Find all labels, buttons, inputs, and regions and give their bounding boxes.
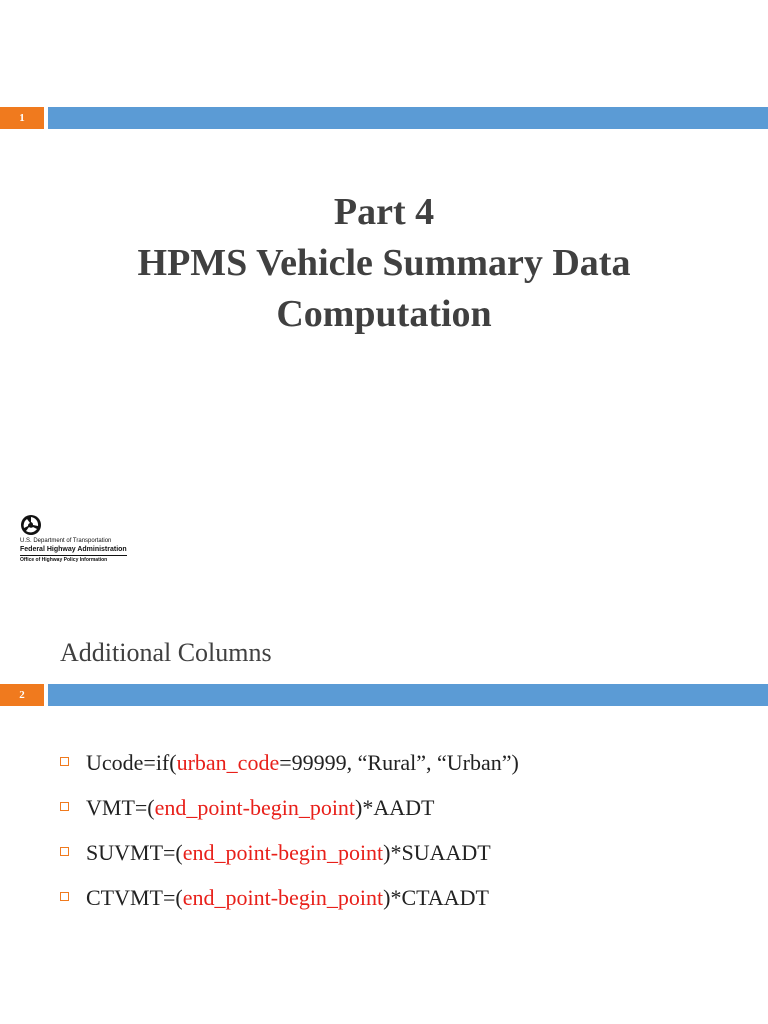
formula-suffix: )*CTAADT [383, 885, 489, 910]
formula-prefix: VMT=( [86, 795, 155, 820]
slide-2 [0, 600, 768, 1024]
formula-highlight: urban_code [176, 750, 280, 775]
slide-header-bar [0, 684, 768, 706]
formula-suffix: )*AADT [355, 795, 435, 820]
square-bullet-icon [60, 892, 69, 901]
slide-number: 1 [0, 107, 44, 129]
logo-divider [20, 555, 127, 556]
square-bullet-icon [60, 802, 69, 811]
title-line-sub: Computation [276, 293, 492, 335]
square-bullet-icon [60, 847, 69, 856]
square-bullet-icon [60, 757, 69, 766]
formula-highlight: end_point-begin_point [154, 795, 356, 820]
header-stripe [48, 107, 768, 129]
formula-prefix: CTVMT=( [86, 885, 183, 910]
header-stripe [48, 684, 768, 706]
formula-suffix: =99999, “Rural”, “Urban”) [279, 750, 519, 775]
slide-header-bar [0, 107, 768, 129]
bullet-ucode [60, 748, 519, 793]
slide-heading: Additional Columns [60, 638, 272, 667]
title-line-part: Part 4 [333, 191, 435, 233]
dot-triskelion-icon [20, 514, 42, 536]
formula-prefix: Ucode=if( [86, 750, 177, 775]
bullet-ctvmt [60, 883, 519, 928]
formula-suffix: )*SUAADT [383, 840, 491, 865]
bullet-suvmt [60, 838, 519, 883]
logo-text [20, 537, 127, 564]
slide-number: 2 [0, 684, 44, 706]
formula-highlight: end_point-begin_point [182, 840, 384, 865]
usdot-fhwa-logo [20, 514, 150, 566]
bullet-vmt [60, 793, 519, 838]
title-line-main: HPMS Vehicle Summary Data [137, 242, 631, 284]
logo-administration: Federal Highway Administration [20, 546, 127, 553]
formula-highlight: end_point-begin_point [182, 885, 384, 910]
formula-prefix: SUVMT=( [86, 840, 183, 865]
slide-title [0, 187, 768, 340]
logo-department: U.S. Department of Transportation [20, 538, 112, 544]
logo-office: Office of Highway Policy Information [20, 557, 108, 563]
bullet-list [60, 748, 519, 928]
